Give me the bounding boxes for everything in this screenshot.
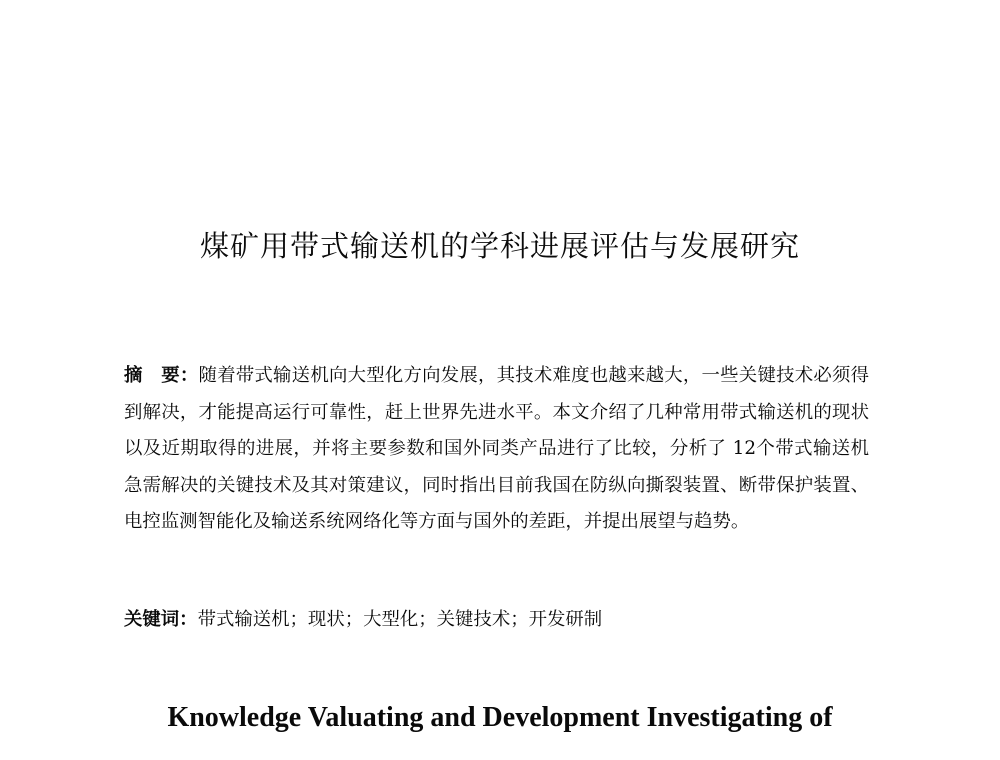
abstract-paragraph [124,358,869,541]
keywords-text: 带式输送机；现状；大型化；关键技术；开发研制 [197,609,603,630]
keywords-label: 关键词： [124,609,198,630]
abstract-text: 随着带式输送机向大型化方向发展，其技术难度也越来越大，一些关键技术必须得到解决，才能提高运行可靠性，赶上世界先进水平。本文介绍了几种常用带式输送机的现状以及近期取得的进展，并将主要参数和国外同类产品进行了比较，分析了 12个带式输送机急需解决的关键技术及其对策建议，同时指出目前我国在防纵向撕裂装置、断带保护装置、电控监测智能化及输送系统网络化等方面与国外的差距，并提出展望与趋势。 [124,365,869,532]
abstract-label: 摘 要： [124,365,199,386]
chinese-title: 煤矿用带式输送机的学科进展评估与发展研究 [199,229,800,263]
keywords-line [124,602,869,638]
english-title: Knowledge Valuating and Development Investigating of [167,702,833,733]
